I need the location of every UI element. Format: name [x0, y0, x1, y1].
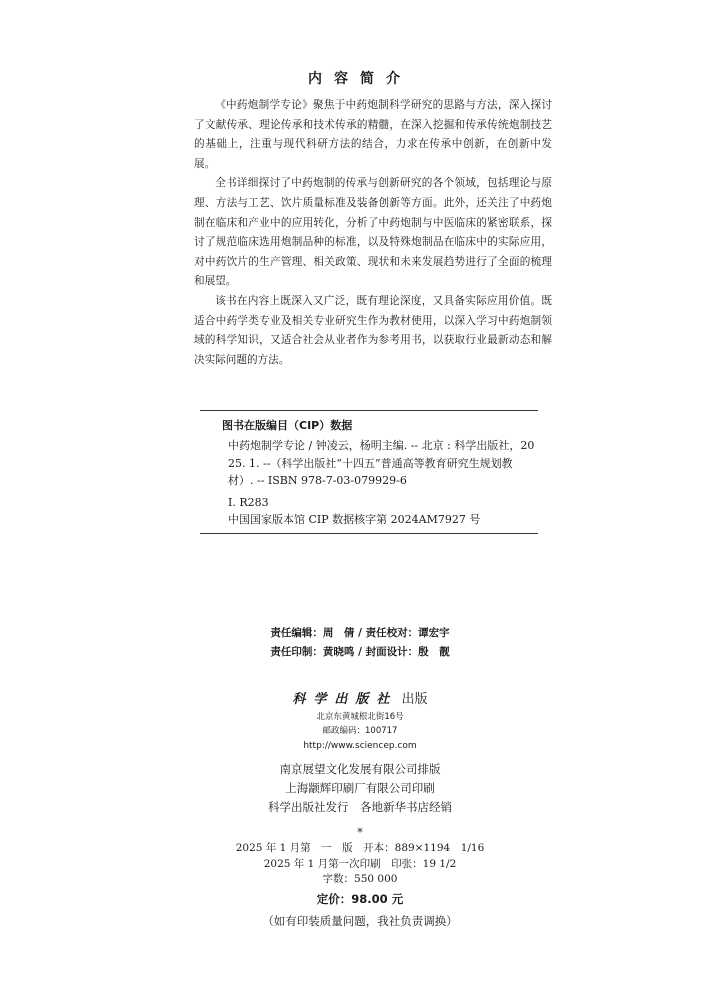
cip-heading: 图书在版编目（CIP）数据 — [222, 419, 353, 432]
cip-classification: Ⅰ. R283 — [228, 495, 269, 509]
cip-block — [200, 410, 538, 534]
staff-line-production: 责任印制：黄晓鸣 / 封面设计：殷 靓 — [270, 646, 450, 658]
quality-notice: （如有印装质量问题，我社负责调换） — [262, 913, 458, 928]
publisher-suffix: 出版 — [401, 692, 428, 707]
publisher-url: http://www.sciencep.com — [303, 741, 417, 751]
edition-row-3: 字数：550 000 — [322, 873, 398, 885]
summary-text — [194, 96, 552, 370]
edition-row-1: 2025 年 1 月第 一 版 开本：889×1194 1/16 — [235, 842, 485, 854]
summary-paragraph-2: 全书详细探讨了中药炮制的传承与创新研究的各个领域，包括理论与原理、方法与工艺、饮片质量标准及装备创新等方面。此外，还关注了中药炮制在临床和产业中的应用转化，分析了中药炮制与中医临床的紧密联系，探讨了规范临床选用炮制品种的标准，以及特殊炮制品在临床中的实际应用，对中药饮片的生产管理、相关政策、现状和未来发展趋势进行了全面的梳理和展望。 — [194, 177, 552, 288]
publisher-logo: 科学出版社 — [292, 692, 398, 707]
publisher-address: 北京东黄城根北街16号 — [316, 712, 404, 722]
printer: 上海颛辉印刷厂有限公司印刷 — [285, 781, 435, 795]
distributor: 科学出版社发行 各地新华书店经销 — [268, 800, 452, 814]
summary-title: 内容简介 — [308, 71, 412, 87]
cip-record: 中药炮制学专论 / 钟凌云，杨明主编. -- 北京 : 科学出版社，2025. 1. --（科学出版社“十四五”普通高等教育研究生规划教材）. -- ISBN 978-7-03-079929-6 — [228, 439, 535, 487]
cip-record-number: 中国国家版本馆 CIP 数据核字第 2024AM7927 号 — [228, 513, 481, 526]
editorial-staff — [0, 624, 720, 662]
edition-specs — [0, 841, 720, 888]
edition-row-2: 2025 年 1 月第一次印刷 印张：19 1/2 — [263, 857, 457, 870]
publisher-name-line — [0, 690, 720, 710]
publisher-postcode: 邮政编码：100717 — [322, 726, 398, 736]
price: 定价：98.00 元 — [316, 891, 404, 906]
typesetter: 南京展望文化发展有限公司排版 — [279, 762, 441, 776]
staff-line-editors: 责任编辑：周 倩 / 责任校对：谭宏宇 — [270, 627, 450, 639]
publisher-block — [0, 690, 720, 932]
summary-paragraph-1: 《中药炮制学专论》聚焦于中药炮制科学研究的思路与方法，深入探讨了文献传承、理论传承和技术传承的精髓，在深入挖掘和传承传统炮制技艺的基础上，注重与现代科研方法的结合，力求在传承中创新，在创新中发展。 — [194, 99, 552, 170]
separator-star: * — [357, 826, 363, 839]
summary-paragraph-3: 该书在内容上既深入又广泛，既有理论深度，又具备实际应用价值。既适合中药学类专业及相关专业研究生作为教材使用，以深入学习中药炮制领域的科学知识，又适合社会从业者作为参考用书，以获取行业最新动态和解决实际问题的方法。 — [194, 294, 552, 366]
